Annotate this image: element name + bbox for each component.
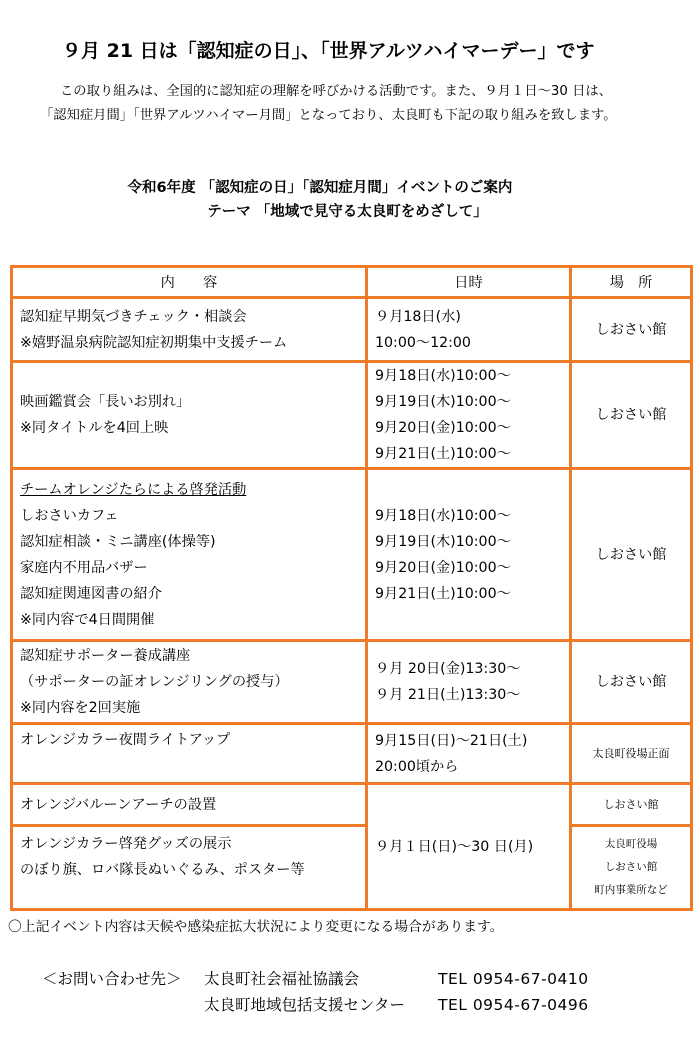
row-content — [12, 784, 367, 826]
row-datetime — [367, 362, 571, 469]
place-line: しおさい館 — [595, 546, 667, 563]
content-line: 認知症早期気づきチェック・相談会 — [20, 308, 247, 325]
datetime-line: 9月21日(土)10:00～ — [375, 446, 511, 462]
row-content — [12, 641, 367, 724]
table-row — [12, 641, 692, 724]
event-heading-line-1: 令和6年度 「認知症の日」「認知症月間」イベントのご案内 — [127, 180, 513, 196]
datetime-line: 20:00頃から — [375, 758, 459, 775]
row-content — [12, 362, 367, 469]
datetime-line: 9月18日(水)10:00～ — [375, 368, 511, 384]
row-datetime — [367, 641, 571, 724]
intro-line-1: この取り組みは、全国的に認知症の理解を呼びかける活動です。また、９月１日～30 日は、 — [60, 84, 612, 99]
content-line: ※嬉野温泉病院認知症初期集中支援チーム — [20, 334, 288, 351]
table-row — [12, 784, 692, 826]
intro-text — [40, 80, 680, 128]
content-line: オレンジカラー啓発グッズの展示 — [20, 836, 232, 852]
table-row — [12, 826, 692, 910]
place-line: 太良町役場 — [604, 838, 658, 850]
content-line: （サポーターの証オレンジリングの授与） — [20, 674, 289, 690]
row-content — [12, 826, 367, 910]
table-row — [12, 298, 692, 362]
table-row — [12, 724, 692, 784]
content-line: 家庭内不用品バザー — [20, 559, 148, 576]
event-heading — [0, 176, 700, 224]
datetime-line: 10:00～12:00 — [375, 334, 471, 351]
event-theme: テーマ 「地域で見守る太良町をめざして」 — [207, 204, 488, 220]
row-place — [571, 362, 692, 469]
table-header-row — [12, 267, 692, 298]
row-place — [571, 298, 692, 362]
datetime-line: ９月 20日(金)13:30～ — [375, 661, 521, 677]
contact-tel: TEL 0954-67-0410 — [438, 970, 589, 988]
datetime-line: 9月18日(水)10:00～ — [375, 507, 511, 524]
row-datetime — [367, 724, 571, 784]
content-line: 認知症サポーター養成講座 — [20, 648, 191, 664]
row-datetime-shared — [367, 784, 571, 910]
datetime-line: ９月１日(日)～30 日(月) — [375, 838, 534, 855]
row-content — [12, 724, 367, 784]
row-content — [12, 469, 367, 641]
table-row — [12, 362, 692, 469]
contact-org: 太良町地域包括支援センター — [204, 996, 405, 1014]
row-datetime — [367, 469, 571, 641]
place-line: しおさい館 — [595, 321, 667, 338]
content-line: のぼり旗、ロバ隊長ぬいぐるみ、ポスター等 — [20, 862, 305, 878]
header-content: 内 容 — [12, 267, 367, 298]
intro-line-2: 「認知症月間」「世界アルツハイマー月間」となっており、太良町も下記の取り組みを致します。 — [40, 108, 617, 123]
content-line: 映画鑑賞会「長いお別れ」 — [20, 394, 191, 410]
row-place — [571, 826, 692, 910]
place-line: 町内事業所など — [594, 884, 668, 896]
contact-org: 太良町社会福祉協議会 — [204, 970, 360, 988]
datetime-line: 9月15日(日)～21日(土) — [375, 732, 528, 749]
contact-section — [42, 966, 589, 1018]
datetime-line: 9月19日(木)10:00～ — [375, 394, 511, 410]
table-row — [12, 469, 692, 641]
contact-row — [42, 992, 589, 1018]
place-line: しおさい館 — [595, 674, 667, 690]
content-line: ※同内容で4日間開催 — [20, 611, 155, 628]
place-line: しおさい館 — [603, 797, 659, 811]
contact-row — [42, 966, 589, 992]
place-line: しおさい館 — [604, 861, 658, 873]
content-line: しおさいカフェ — [20, 507, 119, 524]
content-line: オレンジカラー夜間ライトアップ — [20, 732, 231, 748]
content-line: チームオレンジたらによる啓発活動 — [20, 481, 247, 498]
place-line: 太良町役場正面 — [592, 746, 670, 760]
row-content — [12, 298, 367, 362]
content-line: 認知症関連図書の紹介 — [20, 585, 162, 602]
row-datetime — [367, 298, 571, 362]
header-datetime: 日時 — [367, 267, 571, 298]
row-place — [571, 724, 692, 784]
content-line: ※同タイトルを4回上映 — [20, 420, 169, 436]
datetime-line: 9月20日(金)10:00～ — [375, 420, 511, 436]
page-title: ９月 21 日は「認知症の日」、「世界アルツハイマーデー」です — [62, 40, 595, 62]
contact-tel: TEL 0954-67-0496 — [438, 996, 589, 1014]
datetime-line: ９月18日(水) — [375, 308, 461, 325]
datetime-line: ９月 21日(土)13:30～ — [375, 687, 521, 703]
row-place — [571, 784, 692, 826]
content-line: ※同内容を2回実施 — [20, 700, 141, 716]
header-place: 場 所 — [571, 267, 692, 298]
datetime-line: 9月20日(金)10:00～ — [375, 559, 511, 576]
event-schedule-table — [10, 265, 693, 911]
datetime-line: 9月21日(土)10:00～ — [375, 585, 511, 602]
place-line: しおさい館 — [595, 407, 667, 423]
datetime-line: 9月19日(木)10:00～ — [375, 533, 511, 550]
row-place — [571, 641, 692, 724]
content-line: 認知症相談・ミニ講座(体操等) — [20, 533, 216, 550]
row-place — [571, 469, 692, 641]
contact-label: ＜お問い合わせ先＞ — [42, 970, 182, 988]
notice-text: 〇上記イベント内容は天候や感染症拡大状況により変更になる場合があります。 — [8, 919, 504, 935]
content-line: オレンジバルーンアーチの設置 — [20, 796, 217, 813]
